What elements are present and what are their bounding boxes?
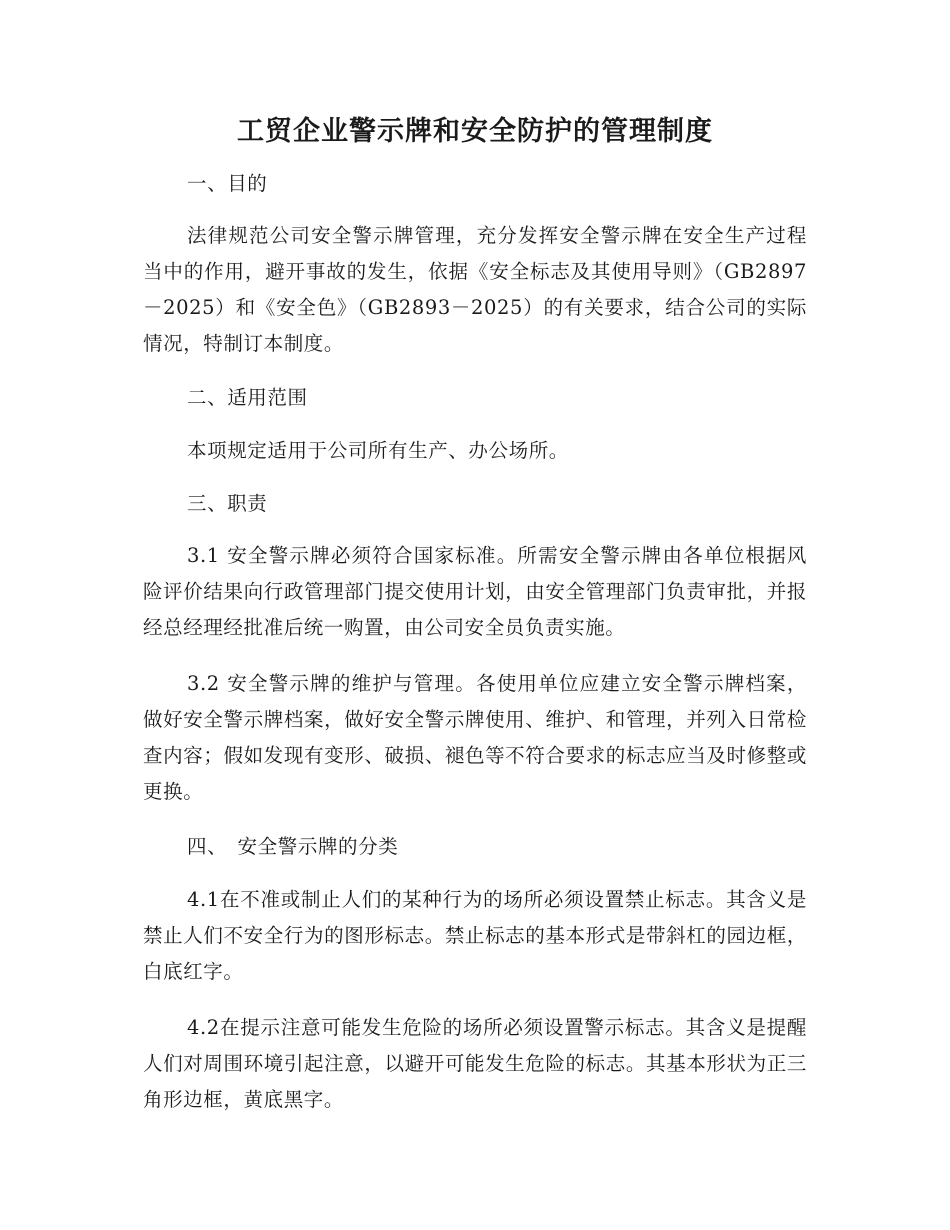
document-title: 工贸企业警示牌和安全防护的管理制度 bbox=[237, 116, 713, 147]
paragraph-scope: 本项规定适用于公司所有生产、办公场所。 bbox=[187, 439, 569, 462]
section-heading-scope: 二、适用范围 bbox=[187, 386, 308, 409]
paragraph-purpose: 法律规范公司安全警示牌管理，充分发挥安全警示牌在安全生产过程当中的作用，避开事故的发生，依据《安全标志及其使用导则》（GB2897－2025）和《安全色》（GB2893－2025）的有关要求，结合公司的实际情况，特制订本制度。 bbox=[143, 224, 807, 355]
paragraph-responsibility-3-1: 3.1 安全警示牌必须符合国家标准。所需安全警示牌由各单位根据风险评价结果向行政管理部门提交使用计划，由安全管理部门负责审批，并报经总经理经批准后统一购置，由公司安全员负责实施。 bbox=[143, 544, 807, 639]
paragraph-classification-4-2: 4.2在提示注意可能发生危险的场所必须设置警示标志。其含义是提醒人们对周围环境引起注意，以避开可能发生危险的标志。其基本形状为正三角形边框，黄底黑字。 bbox=[143, 1016, 807, 1111]
section-heading-responsibilities: 三、职责 bbox=[187, 492, 268, 515]
section-heading-purpose: 一、目的 bbox=[187, 172, 268, 195]
paragraph-responsibility-3-2: 3.2 安全警示牌的维护与管理。各使用单位应建立安全警示牌档案，做好安全警示牌档案，做好安全警示牌使用、维护、和管理，并列入日常检查内容；假如发现有变形、破损、褪色等不符合要求的标志应当及时修整或更换。 bbox=[143, 672, 807, 803]
paragraph-classification-4-1: 4.1在不准或制止人们的某种行为的场所必须设置禁止标志。其含义是禁止人们不安全行为的图形标志。禁止标志的基本形式是带斜杠的园边框，白底红字。 bbox=[143, 888, 807, 983]
section-heading-classification: 四、 安全警示牌的分类 bbox=[187, 835, 399, 858]
